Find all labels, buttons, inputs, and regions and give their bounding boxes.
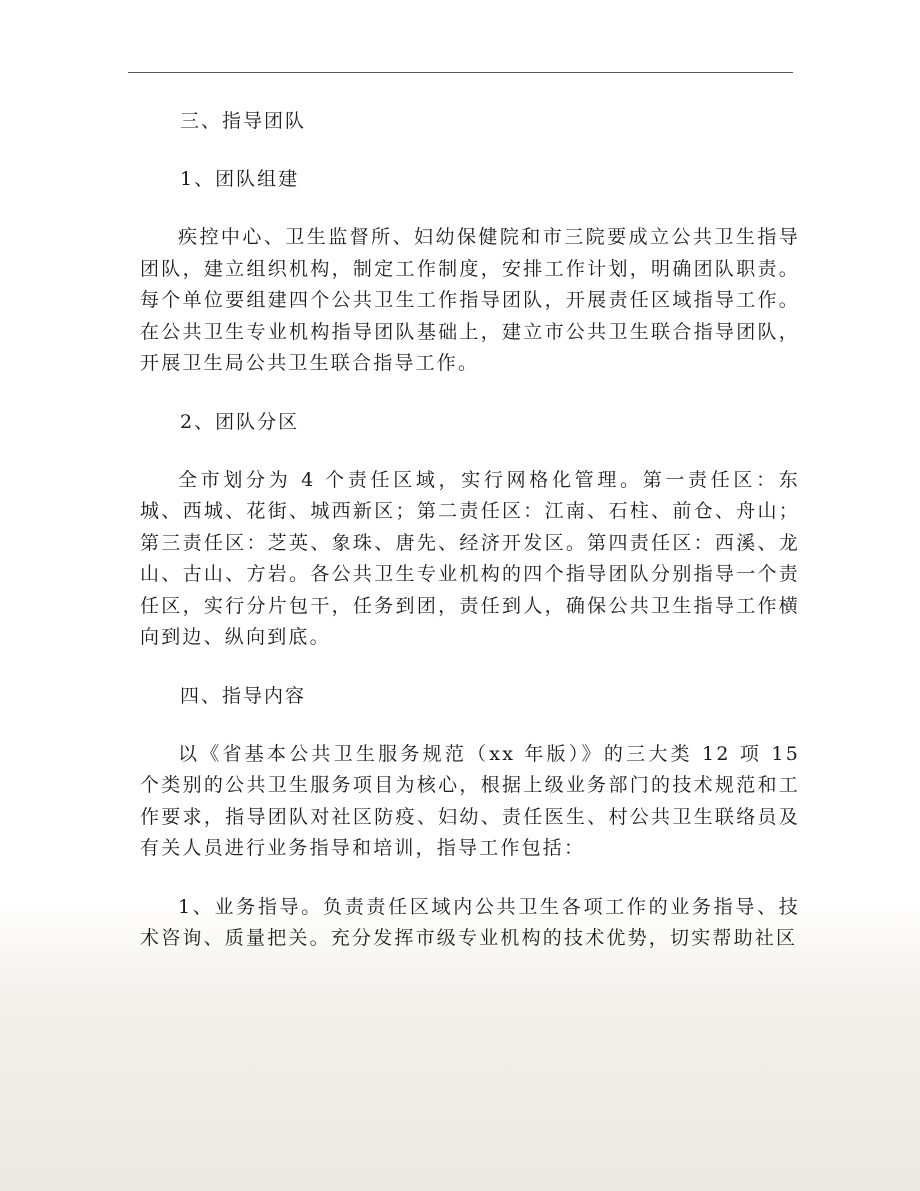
paragraph-team-zones: 全市划分为 4 个责任区域，实行网格化管理。第一责任区：东城、西城、花街、城西新区；第二责任区：江南、石柱、前仓、舟山；第三责任区：芝英、象珠、唐先、经济开发区。第四责任区：西溪、龙山、古山、方岩。各公共卫生专业机构的四个指导团队分别指导一个责任区，实行分片包干，任务到团，责任到人，确保公共卫生指导工作横向到边、纵向到底。 — [140, 468, 800, 648]
subheading-team-zones: 2、团队分区 — [180, 410, 300, 433]
document-body — [140, 100, 800, 955]
section-heading-guidance-team: 三、指导团队 — [180, 110, 307, 132]
header-rule — [128, 72, 793, 73]
paragraph-business-guidance: 1、业务指导。负责责任区域内公共卫生各项工作的业务指导、技术咨询、质量把关。充分发挥市级专业机构的技术优势，切实帮助社区 — [140, 895, 800, 949]
section-heading-guidance-content: 四、指导内容 — [180, 684, 307, 707]
paragraph-team-formation: 疾控中心、卫生监督所、妇幼保健院和市三院要成立公共卫生指导团队，建立组织机构，制定工作制度，安排工作计划，明确团队职责。每个单位要组建四个公共卫生工作指导团队，开展责任区域指导工作。在公共卫生专业机构指导团队基础上，建立市公共卫生联合指导团队，开展卫生局公共卫生联合指导工作。 — [140, 226, 800, 374]
paragraph-guidance-content: 以《省基本公共卫生服务规范（xx 年版）》的三大类 12 项 15 个类别的公共卫生服务项目为核心，根据上级业务部门的技术规范和工作要求，指导团队对社区防疫、妇幼、责任医生、村公共卫生联络员及有关人员进行业务指导和培训，指导工作包括： — [140, 742, 800, 859]
subheading-team-formation: 1、团队组建 — [180, 168, 300, 190]
